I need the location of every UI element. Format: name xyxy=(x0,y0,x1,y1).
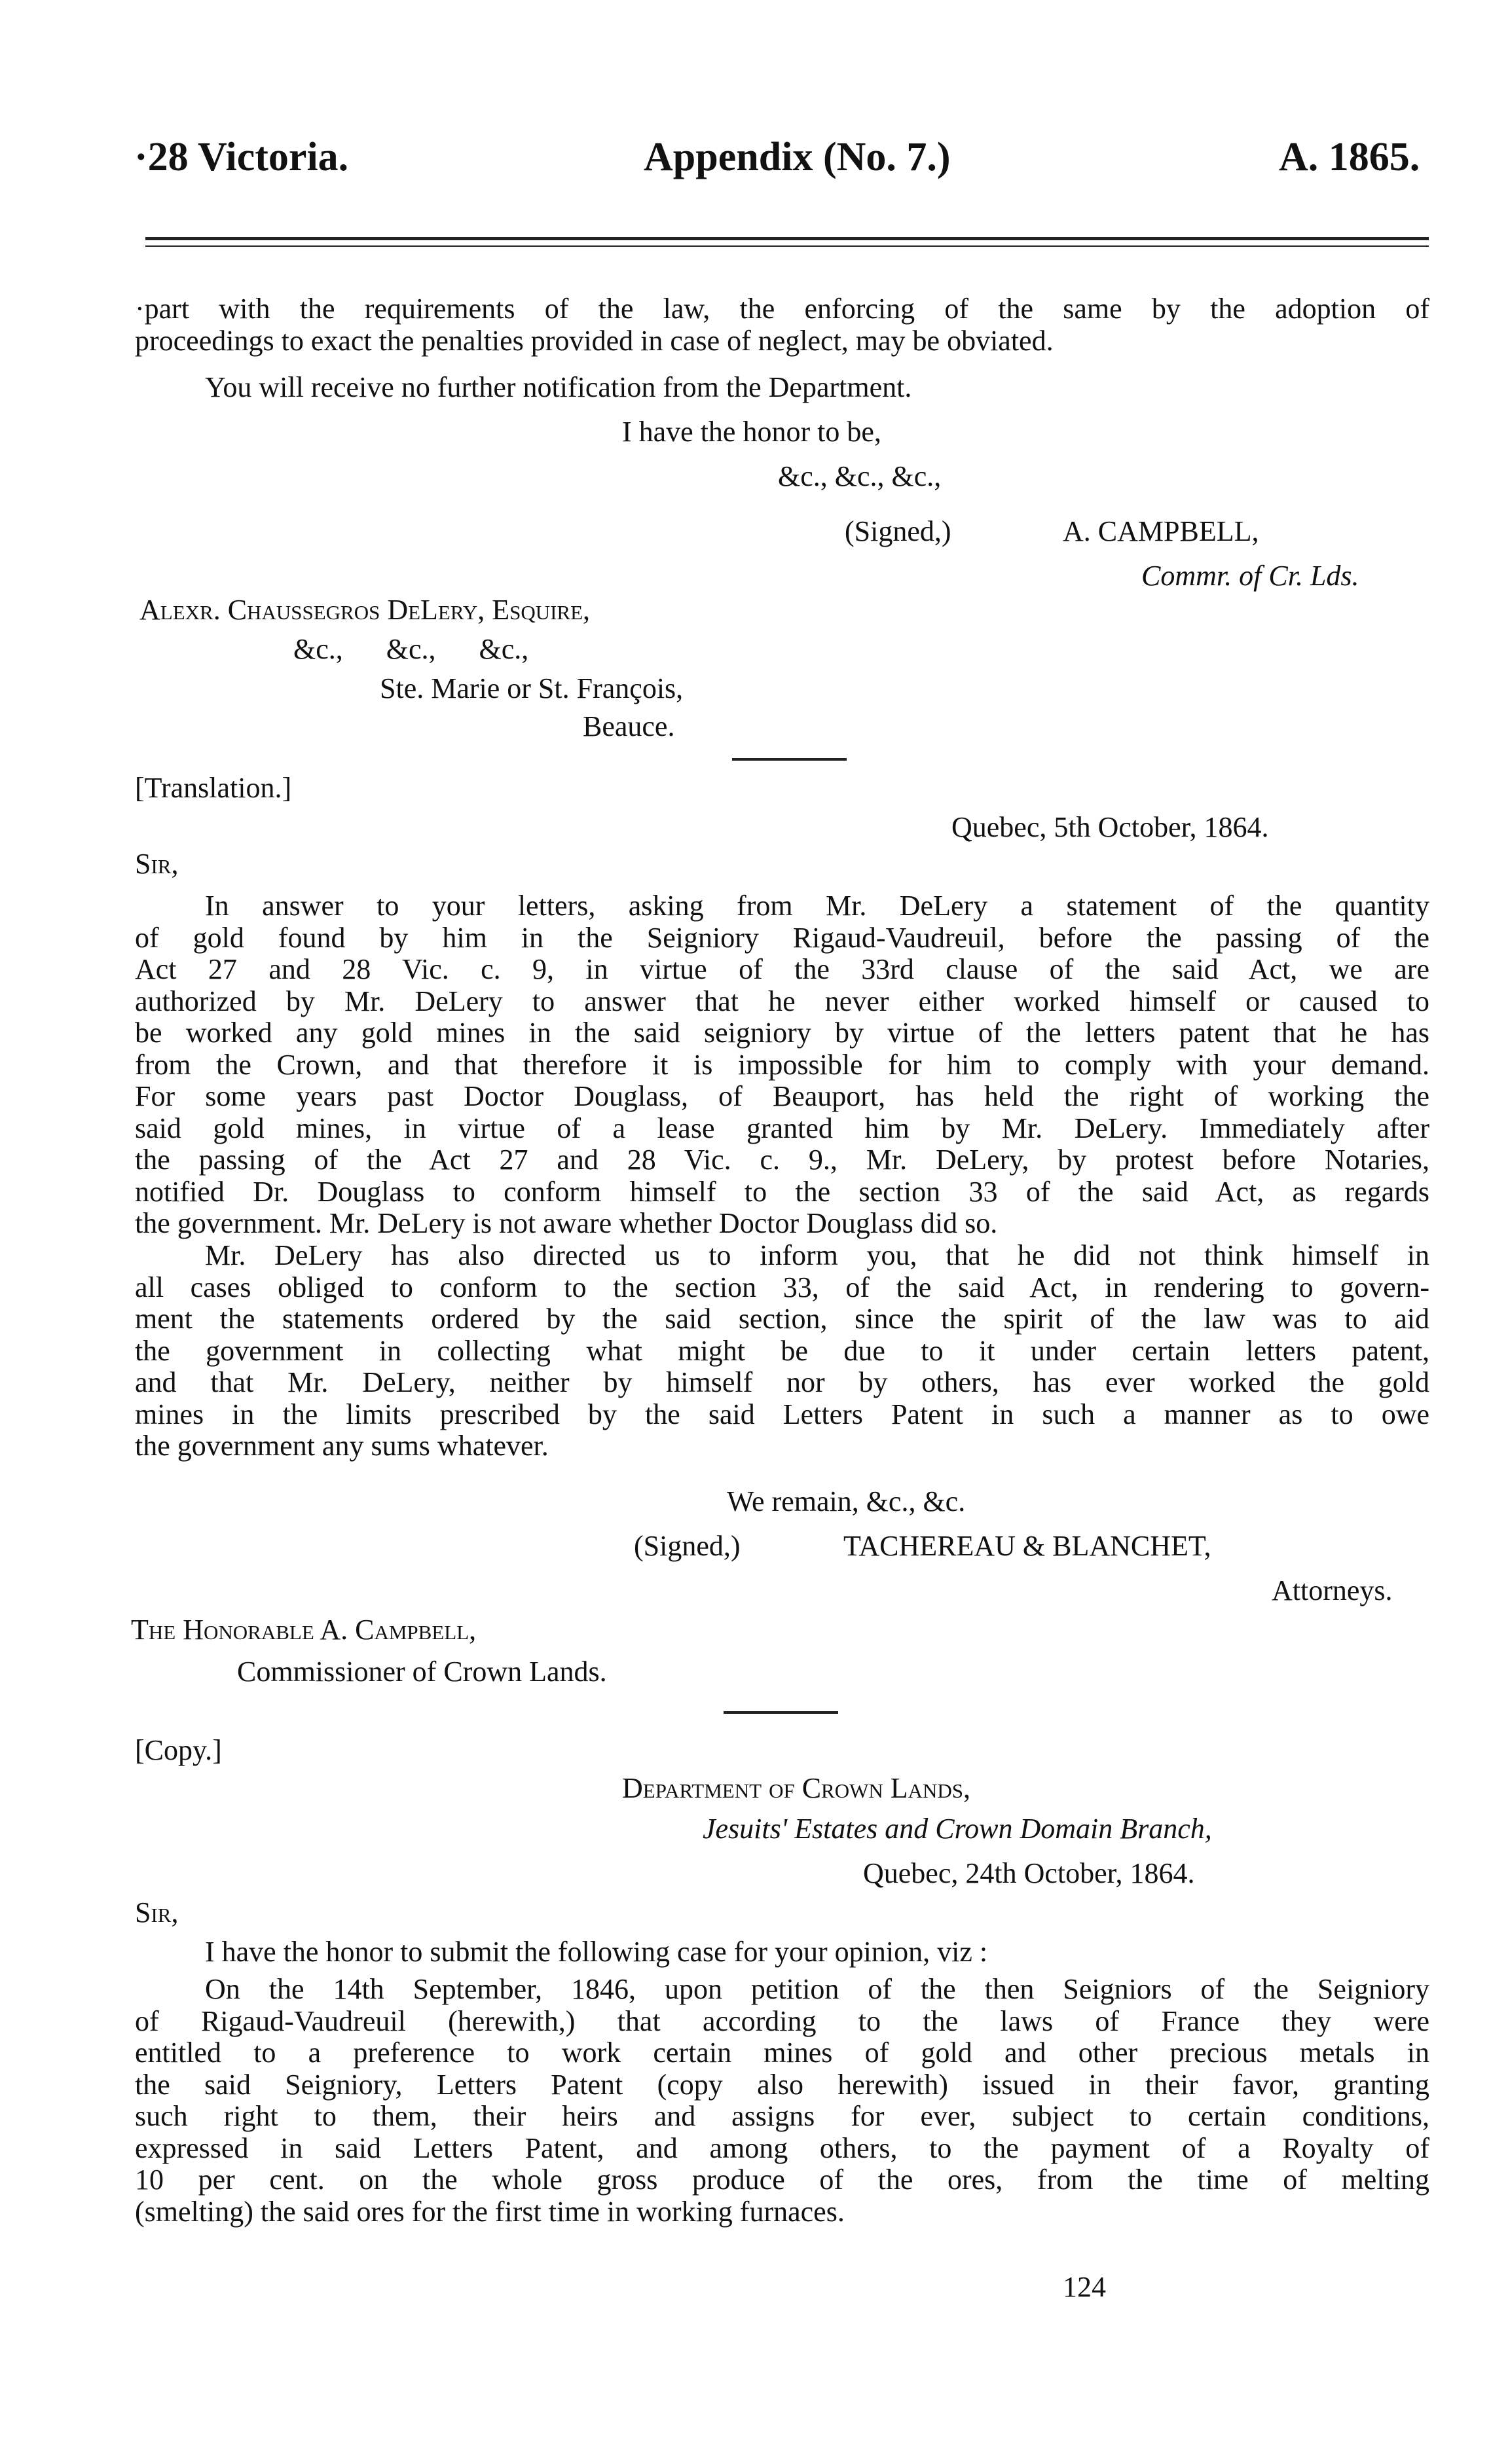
letter2-label: [Translation.] xyxy=(135,772,292,804)
text-line: Mr. DeLery has also directed us to inform you, that he did not think himself in xyxy=(205,1239,1429,1271)
letter2-paragraph-2 xyxy=(135,1240,1429,1462)
letter2-salutation: Sir, xyxy=(135,848,179,880)
text-line: of Rigaud-Vaudreuil (herewith,) that according to the laws of France they were xyxy=(135,2004,1429,2037)
header-year: A. 1865. xyxy=(1279,135,1420,179)
letter3-branch: Jesuits' Estates and Crown Domain Branch, xyxy=(703,1813,1212,1845)
text-line: entitled to a preference to work certain mines of gold and other precious metals in xyxy=(135,2037,1429,2069)
letter2-closing: We remain, &c., &c. xyxy=(727,1485,966,1517)
letter1-signer-title: Commr. of Cr. Lds. xyxy=(1141,560,1359,592)
header-session: ·28 Victoria. xyxy=(134,135,349,179)
letter1-closing: I have the honor to be, xyxy=(622,416,881,448)
header-rule-thin xyxy=(145,245,1429,247)
letter1-signer: A. CAMPBELL, xyxy=(1063,515,1259,547)
letter2-signer-title: Attorneys. xyxy=(1272,1574,1393,1606)
text-line: (smelting) the said ores for the first time in working furnaces. xyxy=(135,2195,845,2228)
letter1-addressee-etc: &c., &c., &c., xyxy=(293,633,529,665)
letter3-paragraph-1 xyxy=(135,1974,1429,2228)
text-line: said gold mines, in virtue of a lease granted him by Mr. DeLery. Immediately after xyxy=(135,1112,1429,1144)
text-line: On the 14th September, 1846, upon petition of the then Seigniors of the Seigniory xyxy=(205,1973,1429,2005)
text-line: Act 27 and 28 Vic. c. 9, in virtue of the 33rd clause of the said Act, we are xyxy=(135,953,1429,985)
section-divider xyxy=(724,1711,838,1714)
text-line: all cases obliged to conform to the section 33, of the said Act, in rendering to govern- xyxy=(135,1271,1429,1303)
text-line: the government. Mr. DeLery is not aware whether Doctor Douglass did so. xyxy=(135,1207,998,1239)
letter2-addressee-name: The Honorable A. Campbell, xyxy=(131,1614,477,1646)
letter2-signer: TACHEREAU & BLANCHET, xyxy=(843,1530,1211,1562)
text-line: such right to them, their heirs and assigns for ever, subject to certain conditions, xyxy=(135,2100,1429,2132)
section-divider xyxy=(732,758,847,761)
header-rule xyxy=(145,237,1429,240)
text-line: the government in collecting what might be due to it under certain letters patent, xyxy=(135,1334,1429,1367)
header-appendix: Appendix (No. 7.) xyxy=(644,135,951,179)
text-line: the government any sums whatever. xyxy=(135,1430,549,1462)
letter1-addressee-place: Ste. Marie or St. François, xyxy=(380,672,684,704)
text-line: notified Dr. Douglass to conform himself to the section 33 of the said Act, as regards xyxy=(135,1175,1429,1208)
letter3-intro: I have the honor to submit the following case for your opinion, viz : xyxy=(205,1936,988,1968)
page-number: 124 xyxy=(1063,2271,1106,2303)
text-line: expressed in said Letters Patent, and among others, to the payment of a Royalty of xyxy=(135,2131,1429,2164)
text-line: 10 per cent. on the whole gross produce of the ores, from the time of melting xyxy=(135,2164,1429,2196)
text-line: authorized by Mr. DeLery to answer that he never either worked himself or caused to xyxy=(135,985,1429,1017)
letter3-department: Department of Crown Lands, xyxy=(622,1772,971,1804)
text-line: from the Crown, and that therefore it is impossible for him to comply with your demand. xyxy=(135,1048,1429,1081)
letter3-salutation: Sir, xyxy=(135,1896,179,1929)
letter1-addressee-name: Alexr. Chaussegros DeLery, Esquire, xyxy=(139,594,591,626)
text-line: In answer to your letters, asking from Mr. DeLery a statement of the quantity xyxy=(205,890,1429,922)
letter3-label: [Copy.] xyxy=(135,1734,222,1766)
text-line: the passing of the Act 27 and 28 Vic. c. 9., Mr. DeLery, by protest before Notaries, xyxy=(135,1144,1429,1176)
text-line: proceedings to exact the penalties provided in case of neglect, may be obviated. xyxy=(135,324,1054,357)
text-line: mines in the limits prescribed by the said Letters Patent in such a manner as to owe xyxy=(135,1398,1429,1430)
letter2-dateline: Quebec, 5th October, 1864. xyxy=(951,811,1269,843)
letter2-signed: (Signed,) xyxy=(634,1530,741,1562)
text-line: For some years past Doctor Douglass, of Beauport, has held the right of working the xyxy=(135,1080,1429,1112)
letter2-addressee-title: Commissioner of Crown Lands. xyxy=(237,1656,607,1688)
text-line: the said Seigniory, Letters Patent (copy also herewith) issued in their favor, granting xyxy=(135,2068,1429,2101)
letter1-signed: (Signed,) xyxy=(845,515,951,547)
letter3-dateline: Quebec, 24th October, 1864. xyxy=(863,1857,1195,1889)
letter1-paragraph xyxy=(135,293,1429,357)
letter2-paragraph-1 xyxy=(135,890,1429,1240)
text-line: ·part with the requirements of the law, the enforcing of the same by the adoption of xyxy=(135,293,1429,325)
letter1-addressee-region: Beauce. xyxy=(583,710,675,742)
text-line: ment the statements ordered by the said section, since the spirit of the law was to aid xyxy=(135,1303,1429,1335)
text-line: and that Mr. DeLery, neither by himself nor by others, has ever worked the gold xyxy=(135,1366,1429,1398)
text-line: be worked any gold mines in the said seigniory by virtue of the letters patent that he has xyxy=(135,1017,1429,1049)
letter1-etc: &c., &c., &c., xyxy=(778,460,942,492)
text-line: of gold found by him in the Seigniory Rigaud-Vaudreuil, before the passing of the xyxy=(135,921,1429,954)
letter1-notice: You will receive no further notification from the Department. xyxy=(205,371,912,403)
